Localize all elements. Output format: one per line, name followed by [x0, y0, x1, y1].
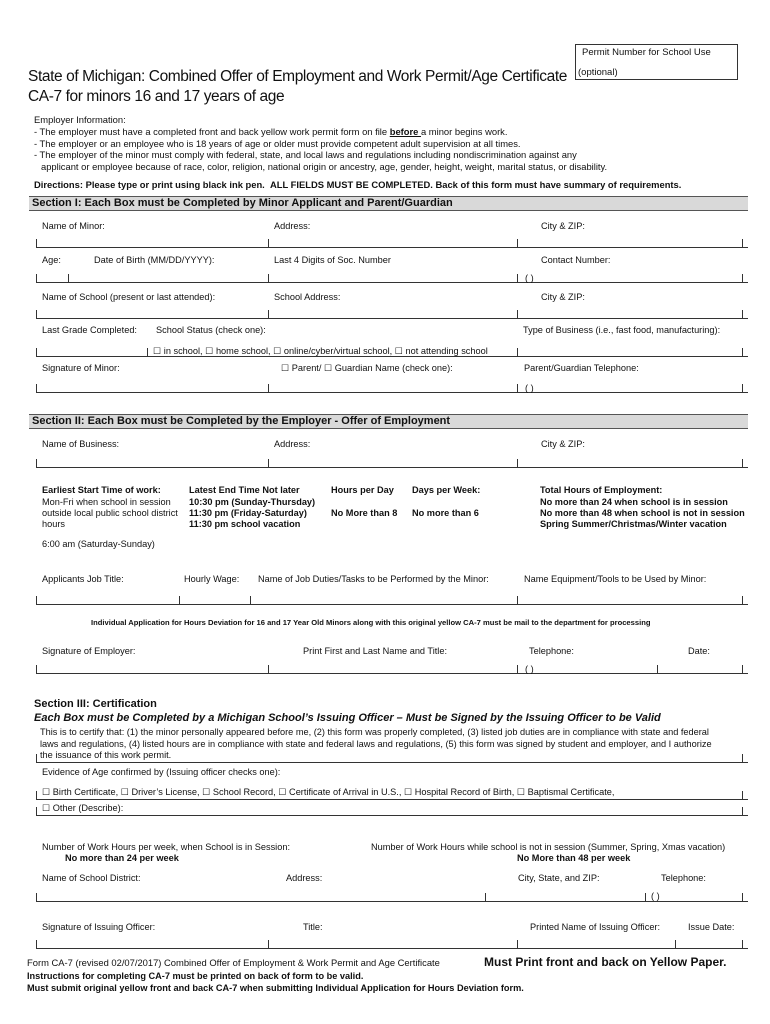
earliest-start-details	[42, 497, 178, 530]
tick	[36, 274, 37, 283]
officer-phone-paren: ( )	[651, 891, 660, 901]
school-name-label: Name of School (present or last attended):	[42, 292, 216, 302]
tick	[742, 940, 743, 949]
tick	[517, 274, 518, 283]
hours-per-day-value: No More than 8	[331, 508, 398, 518]
latest-l3: 11:30 pm school vacation	[189, 519, 301, 529]
tick	[36, 754, 37, 763]
directions-post: . Back of this form must have summary of requirements.	[430, 179, 682, 190]
employer-date-input[interactable]	[661, 659, 739, 672]
name-of-minor-input[interactable]	[40, 232, 265, 246]
tick	[268, 459, 269, 468]
school-city-zip-input[interactable]	[521, 304, 739, 317]
officer-telephone-label: Telephone:	[661, 873, 706, 883]
tick	[268, 239, 269, 248]
hours-in-session-label: Number of Work Hours per week, when School is in Session:	[42, 842, 290, 852]
parent-guardian-label[interactable]: ☐ Parent/ ☐ Guardian Name (check one):	[281, 363, 453, 373]
school-status-options[interactable]: ☐ in school, ☐ home school, ☐ online/cyber/virtual school, ☐ not attending school	[153, 346, 488, 356]
directions-pre: Directions: Please type or print using black ink pen.	[34, 179, 265, 190]
form-title-line2: CA-7 for minors 16 and 17 years of age	[28, 88, 285, 105]
hours-in-session-value: No more than 24 per week	[65, 853, 179, 863]
employer-info-item-2: - The employer or an employee who is 18 years of age or older must provide competent adult supervision at all times.	[34, 137, 521, 149]
tick	[268, 665, 269, 674]
row3-line	[36, 318, 748, 319]
school-address-label: School Address:	[274, 292, 341, 302]
equipment-input[interactable]	[521, 588, 739, 603]
tick	[68, 274, 69, 283]
job-title-input[interactable]	[40, 588, 176, 603]
contact-paren: ( )	[525, 273, 534, 283]
business-name-input[interactable]	[40, 452, 265, 466]
latest-end-details	[189, 497, 315, 530]
section3-heading: Section III: Certification	[34, 698, 157, 710]
tick	[517, 665, 518, 674]
officer-telephone-input[interactable]	[680, 886, 738, 900]
issue-date-label: Issue Date:	[688, 922, 735, 932]
pg-phone-label: Parent/Guardian Telephone:	[524, 363, 639, 373]
school-district-label: Name of School District:	[42, 873, 141, 883]
employer-phone-paren: ( )	[525, 664, 534, 674]
pg-phone-paren: ( )	[525, 383, 534, 393]
equipment-label: Name Equipment/Tools to be Used by Minor:	[524, 574, 707, 584]
business-name-label: Name of Business:	[42, 439, 120, 449]
ssn-input[interactable]	[272, 268, 512, 281]
tick	[742, 807, 743, 816]
business-address-label: Address:	[274, 439, 311, 449]
biz-row-line	[36, 467, 748, 468]
signature-minor-input[interactable]	[40, 378, 265, 391]
cert-l2: laws and regulations, (4) listed hours are in compliance with state and federal laws and regulations, (5) this form was signed by student and employer, and I authorize	[40, 738, 712, 749]
minor-city-zip-label: City & ZIP:	[541, 221, 585, 231]
tick	[36, 310, 37, 319]
officer-signature-label: Signature of Issuing Officer:	[42, 922, 156, 932]
section2-heading: Section II: Each Box must be Completed by the Employer - Offer of Employment	[29, 414, 748, 429]
directions	[34, 179, 681, 190]
tick	[36, 791, 37, 800]
total-hours-details	[540, 497, 745, 530]
job-row-line	[36, 604, 748, 605]
certification-text	[40, 727, 740, 762]
tick	[657, 665, 658, 674]
name-of-minor-label: Name of Minor:	[42, 221, 105, 231]
dob-label: Date of Birth (MM/DD/YYYY):	[94, 255, 215, 265]
school-status-label: School Status (check one):	[156, 325, 266, 335]
tick	[742, 459, 743, 468]
yellow-paper-note: Must Print front and back on Yellow Paper.	[484, 955, 727, 969]
tick	[268, 940, 269, 949]
employer-info-item-3: - The employer of the minor must comply with federal, state, and local laws and regulations including nondiscrimination against any	[34, 149, 577, 161]
tick	[268, 310, 269, 319]
permit-number-box[interactable]	[575, 44, 738, 80]
school-address-input[interactable]	[272, 304, 512, 317]
minor-address-input[interactable]	[272, 232, 512, 246]
officer-title-label: Title:	[303, 922, 323, 932]
employer-info-item-1	[34, 126, 754, 138]
section3-title	[34, 697, 661, 725]
hourly-wage-input[interactable]	[183, 588, 247, 603]
evidence-label: Evidence of Age confirmed by (Issuing officer checks one):	[42, 767, 281, 777]
pg-phone-input[interactable]	[560, 378, 738, 391]
school-city-zip-label: City & ZIP:	[541, 292, 585, 302]
tick	[742, 310, 743, 319]
tick	[742, 893, 743, 902]
earliest-start-label: Earliest Start Time of work:	[42, 485, 161, 495]
tick	[742, 596, 743, 605]
job-title-label: Applicants Job Title:	[42, 574, 124, 584]
earliest-l1: Mon-Fri when school in session	[42, 497, 171, 507]
officer-signature-input[interactable]	[40, 934, 265, 947]
officer-address-label: Address:	[286, 873, 323, 883]
permit-number-label: Permit Number for School Use	[582, 47, 711, 58]
tick	[742, 791, 743, 800]
issue-date-input[interactable]	[679, 934, 739, 947]
last-grade-label: Last Grade Completed:	[42, 325, 137, 335]
print-name-input[interactable]	[272, 659, 512, 672]
employer-telephone-input[interactable]	[560, 659, 654, 672]
tick	[517, 940, 518, 949]
section3-subheading-text: Each Box must be Completed by a Michigan School’s Issuing Officer – Must be Signed by the Issuing Officer to be Valid	[34, 712, 661, 724]
last-grade-input[interactable]	[40, 342, 144, 355]
total-l1: No more than 24 when school is in session	[540, 497, 728, 507]
tick	[36, 384, 37, 393]
tick	[645, 893, 646, 902]
tick	[250, 596, 251, 605]
contact-number-label: Contact Number:	[541, 255, 611, 265]
signature-minor-label: Signature of Minor:	[42, 363, 120, 373]
evidence-line	[36, 799, 748, 800]
tick	[268, 274, 269, 283]
form-id: Form CA-7 (revised 02/07/2017) Combined Offer of Employment & Work Permit and Age Certificate	[27, 957, 440, 968]
tick	[36, 459, 37, 468]
tick	[36, 239, 37, 248]
tick	[147, 348, 148, 357]
footer-instructions	[27, 970, 524, 994]
other-describe-input[interactable]	[135, 801, 735, 814]
item1-post: a minor begins work.	[420, 125, 508, 137]
tick	[517, 310, 518, 319]
hours-per-day-label: Hours per Day	[331, 485, 394, 495]
age-label: Age:	[42, 255, 61, 265]
employer-telephone-label: Telephone:	[529, 646, 574, 656]
business-type-label: Type of Business (i.e., fast food, manufacturing):	[523, 325, 721, 335]
tick	[517, 384, 518, 393]
tick	[36, 596, 37, 605]
tick	[742, 239, 743, 248]
footer-instr1: Instructions for completing CA-7 must be printed on back of form to be valid.	[27, 971, 364, 981]
tick	[179, 596, 180, 605]
days-per-week-label: Days per Week:	[412, 485, 481, 495]
print-name-label: Print First and Last Name and Title:	[303, 646, 447, 656]
cert-l1: This is to certify that: (1) the minor personally appeared before me, (2) this form was properly completed, (3) listed job duties are in compliance with state and federal	[40, 727, 709, 737]
minor-city-zip-input[interactable]	[521, 232, 739, 246]
job-duties-input[interactable]	[254, 588, 514, 603]
tick	[36, 807, 37, 816]
earliest-l2: outside local public school district	[42, 508, 178, 518]
employer-row-line	[36, 673, 748, 674]
tick	[742, 348, 743, 357]
tick	[517, 459, 518, 468]
cert-line	[36, 762, 748, 763]
signature-employer-label: Signature of Employer:	[42, 646, 136, 656]
tick	[36, 893, 37, 902]
tick	[517, 239, 518, 248]
ssn-label: Last 4 Digits of Soc. Number	[274, 255, 391, 265]
age-input[interactable]	[40, 268, 66, 281]
evidence-options[interactable]: ☐ Birth Certificate, ☐ Driver’s License, ☐ School Record, ☐ Certificate of Arrival in U.S., ☐ Hospital Record of Birth, ☐ Baptismal Certificate,	[42, 787, 615, 797]
business-address-input[interactable]	[272, 452, 512, 466]
school-name-input[interactable]	[40, 304, 265, 317]
officer-row-line	[36, 948, 748, 949]
tick	[517, 596, 518, 605]
permit-optional-label: (optional)	[578, 67, 618, 78]
tick	[36, 940, 37, 949]
other-option[interactable]: ☐ Other (Describe):	[42, 803, 124, 813]
other-line	[36, 815, 748, 816]
form-title	[28, 67, 567, 107]
tick	[742, 665, 743, 674]
employer-information	[34, 114, 754, 173]
business-type-input[interactable]	[521, 342, 739, 355]
deviation-note: Individual Application for Hours Deviation for 16 and 17 Year Old Minors along with this original yellow CA-7 must be mail to the department for processing	[91, 618, 651, 627]
tick	[36, 348, 37, 357]
row5-line	[36, 392, 748, 393]
school-district-input[interactable]	[40, 886, 480, 900]
cert-l3: the issuance of this work permit.	[40, 750, 172, 760]
directions-bold: ALL FIELDS MUST BE COMPLETED	[270, 179, 431, 190]
row1-line	[36, 247, 748, 248]
city-state-zip-input[interactable]	[489, 886, 641, 900]
employer-date-label: Date:	[688, 646, 710, 656]
contact-number-input[interactable]	[560, 268, 738, 281]
total-l2: No more than 48 when school is not in session	[540, 508, 745, 518]
employer-info-heading: Employer Information:	[34, 114, 126, 125]
section3-subheading	[34, 711, 661, 725]
district-row-line	[36, 901, 748, 902]
latest-l2: 11:30 pm (Friday-Saturday)	[189, 508, 307, 518]
minor-address-label: Address:	[274, 221, 311, 231]
earliest-l4: 6:00 am (Saturday-Sunday)	[42, 539, 155, 549]
tick	[742, 274, 743, 283]
printed-name-input[interactable]	[521, 934, 671, 947]
tick	[485, 893, 486, 902]
dob-input[interactable]	[72, 268, 264, 281]
latest-l1: 10:30 pm (Sunday-Thursday)	[189, 497, 316, 507]
hourly-wage-label: Hourly Wage:	[184, 574, 240, 584]
tick	[268, 384, 269, 393]
hours-not-session-value: No More than 48 per week	[517, 853, 631, 863]
tick	[675, 940, 676, 949]
job-duties-label: Name of Job Duties/Tasks to be Performed by the Minor:	[258, 574, 489, 584]
total-hours-label: Total Hours of Employment:	[540, 485, 663, 495]
form-title-line1: State of Michigan: Combined Offer of Employment and Work Permit/Age Certificate	[28, 68, 567, 85]
hours-not-session-label: Number of Work Hours while school is not in session (Summer, Spring, Xmas vacation)	[371, 842, 726, 852]
tick	[742, 384, 743, 393]
days-per-week-value: No more than 6	[412, 508, 479, 518]
footer-instr2: Must submit original yellow front and back CA-7 when submitting Individual Application for Hours Deviation form.	[27, 983, 524, 993]
earliest-l3: hours	[42, 519, 65, 529]
total-l3: Spring Summer/Christmas/Winter vacation	[540, 519, 727, 529]
section1-heading: Section I: Each Box must be Completed by Minor Applicant and Parent/Guardian	[29, 196, 748, 211]
business-city-zip-label: City & ZIP:	[541, 439, 585, 449]
city-state-zip-label: City, State, and ZIP:	[518, 873, 600, 883]
officer-title-input[interactable]	[272, 934, 512, 947]
tick	[36, 665, 37, 674]
item1-bold: before	[389, 125, 421, 137]
printed-name-label: Printed Name of Issuing Officer:	[530, 922, 661, 932]
parent-guardian-name-input[interactable]	[272, 378, 512, 391]
tick	[742, 754, 743, 763]
item1-pre: - The employer must have a completed front and back yellow work permit form on file	[34, 125, 390, 137]
tick	[517, 348, 518, 357]
row2-line	[36, 282, 748, 283]
signature-employer-input[interactable]	[40, 659, 265, 672]
employer-info-item-3b: applicant or employee because of race, color, religion, national origin or ancestry, age, gender, height, weight, marital status, or disability.	[41, 161, 608, 173]
latest-end-label: Latest End Time Not later	[189, 485, 300, 495]
business-city-zip-input[interactable]	[521, 452, 739, 466]
